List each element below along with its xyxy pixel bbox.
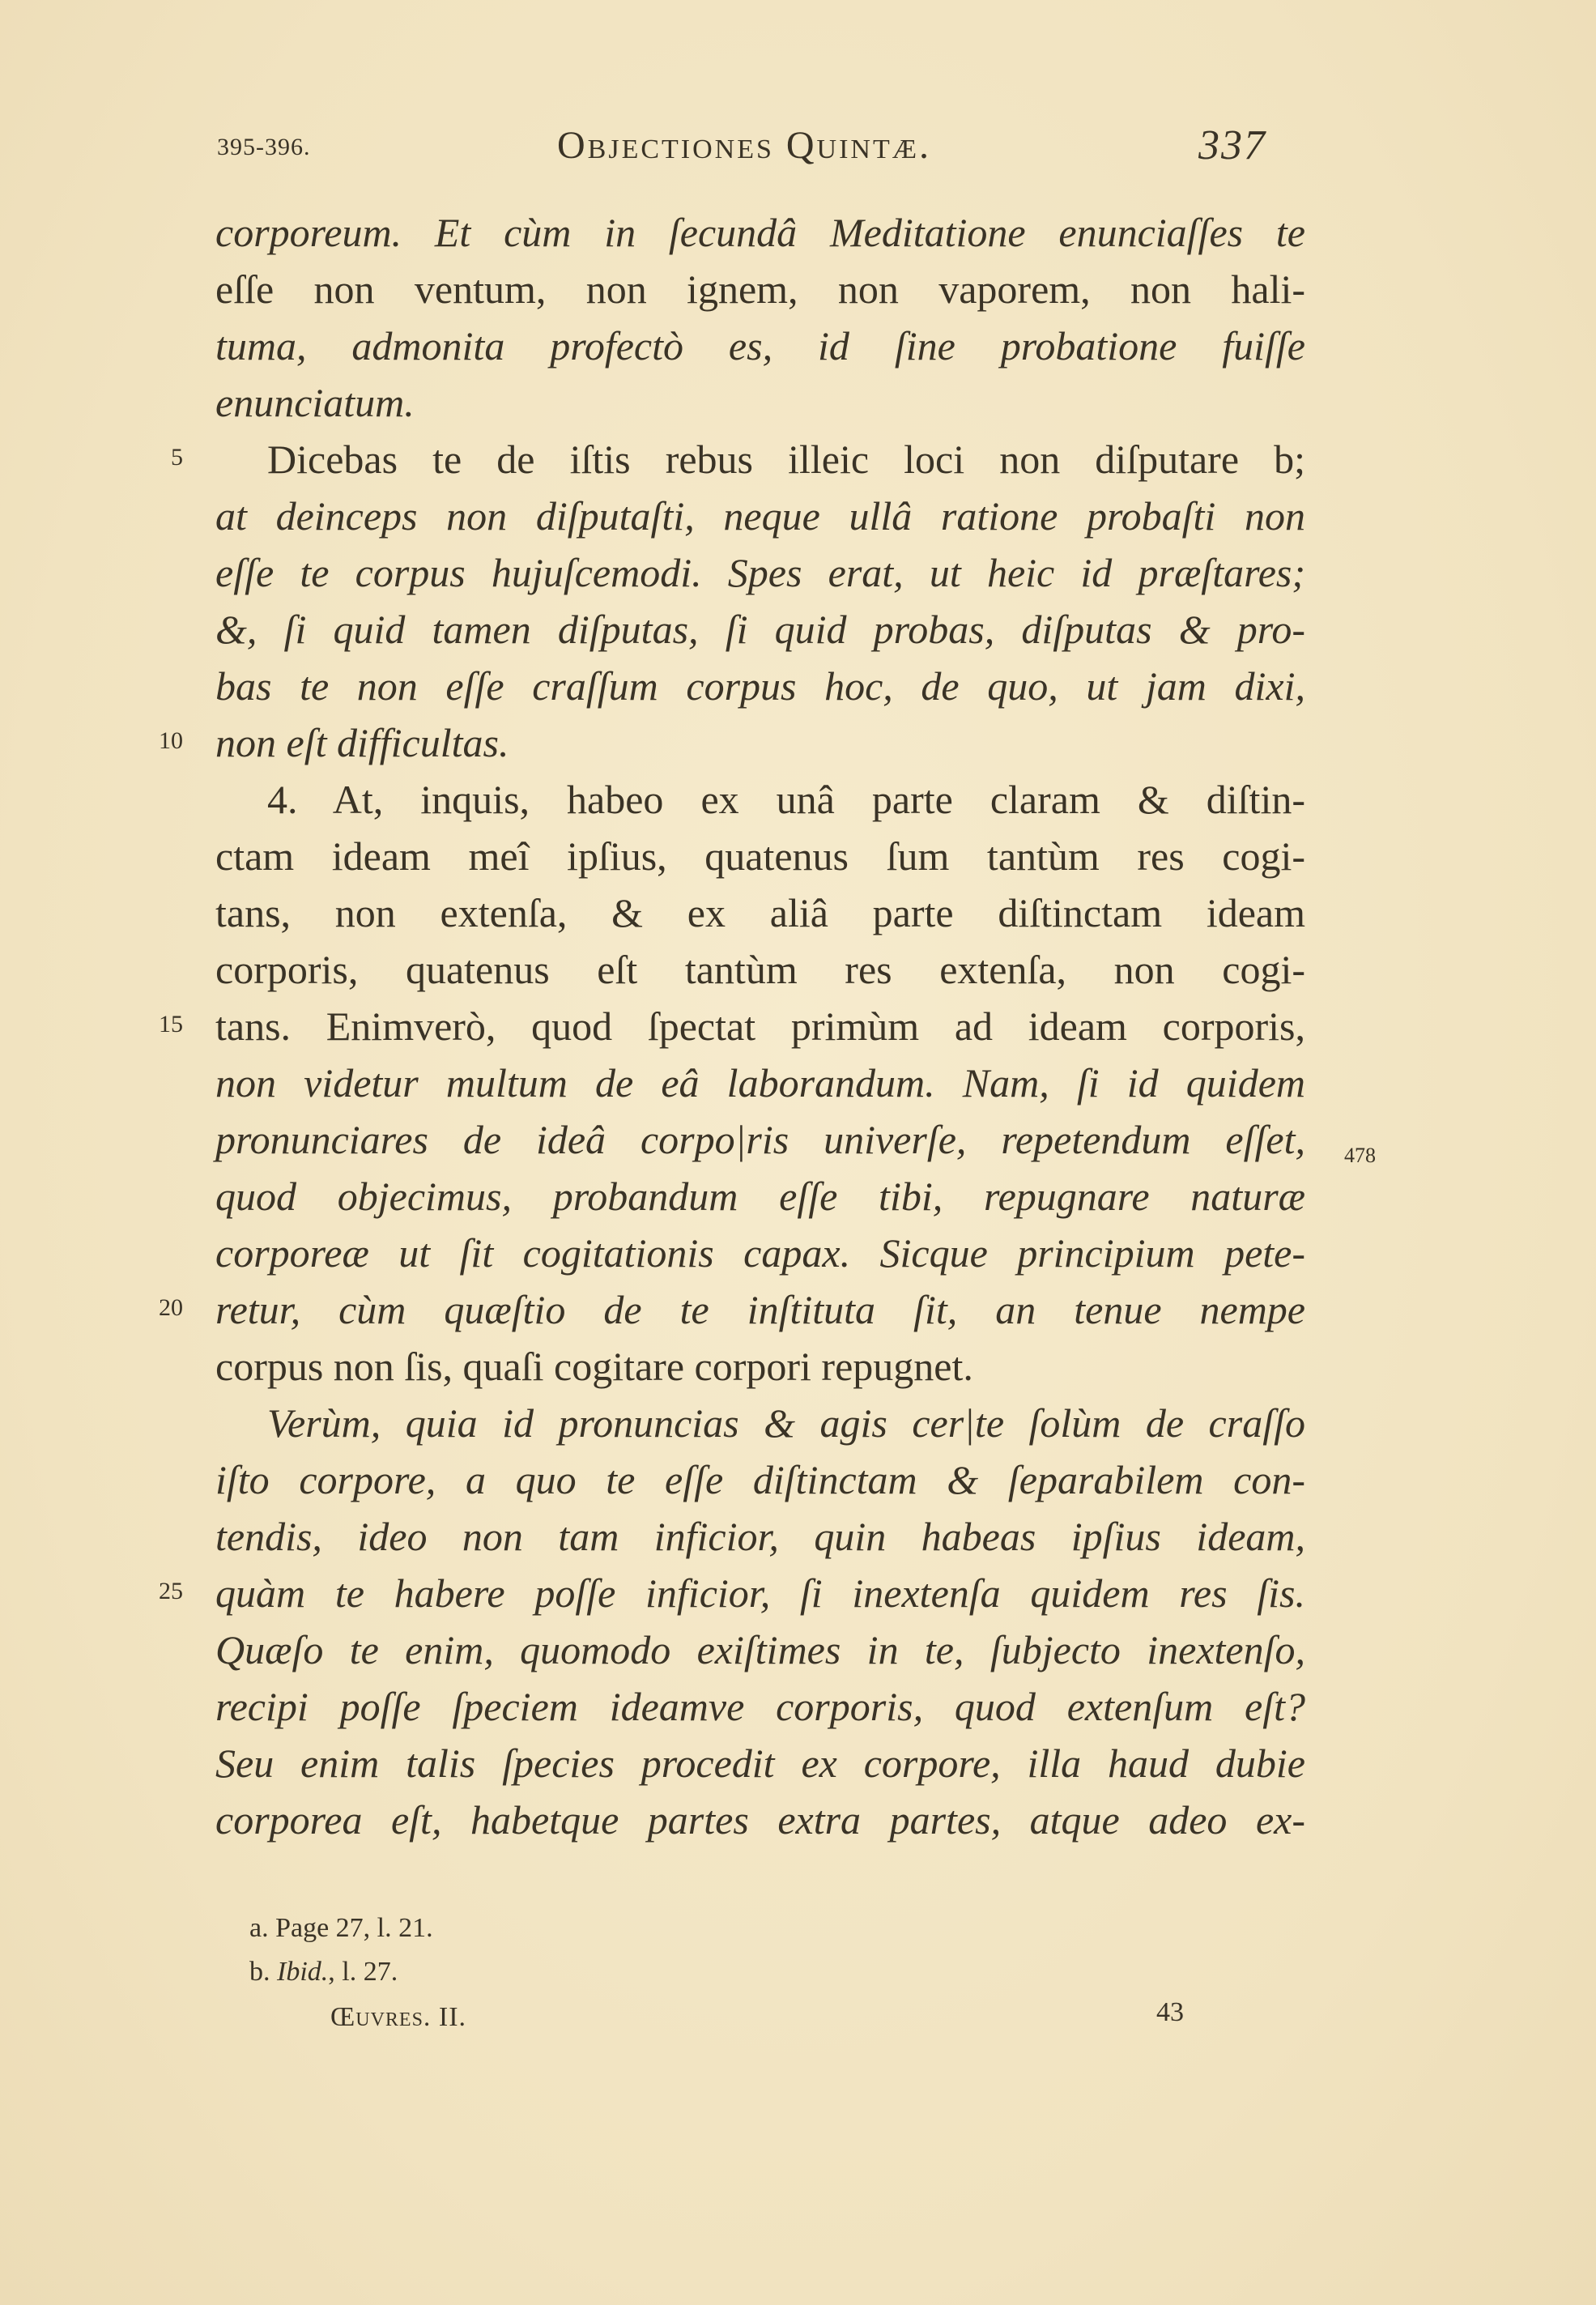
line-number-25: 25 bbox=[159, 1578, 183, 1604]
footnote-b-rest: , l. 27. bbox=[328, 1957, 398, 1987]
text-line: non videtur multum de eâ laborandum. Nam, ſi id quidem bbox=[215, 1060, 1305, 1106]
text-line: tuma, admonita profectò es, id ſine probatione fuiſſe bbox=[215, 323, 1305, 369]
footnote-b-ibid: Ibid. bbox=[277, 1957, 329, 1987]
text-line: quod objecimus, probandum eſſe tibi, repugnare naturæ bbox=[215, 1174, 1305, 1219]
text-line: &, ſi quid tamen diſputas, ſi quid probas, diſputas & pro- bbox=[215, 607, 1305, 652]
text-line: Dicebas te de iſtis rebus illeic loci non diſputare b; bbox=[267, 437, 1305, 482]
text-line: non eſt difficultas. bbox=[215, 720, 509, 765]
text-line: iſto corpore, a quo te eſſe diſtinctam & ſeparabilem con- bbox=[215, 1457, 1305, 1502]
text-line: pronunciares de ideâ corpo|ris univerſe, repetendum eſſet, bbox=[215, 1117, 1305, 1162]
text-line: enunciatum. bbox=[215, 380, 415, 425]
text-line: eſſe non ventum, non ignem, non vaporem, non hali- bbox=[215, 266, 1305, 312]
text-line: tans, non extenſa, & ex aliâ parte diſtinctam ideam bbox=[215, 890, 1305, 935]
header-page-number: 337 bbox=[1198, 122, 1266, 168]
text-line: eſſe te corpus hujuſcemodi. Spes erat, ut heic id præſtares; bbox=[215, 550, 1305, 595]
body-text bbox=[215, 204, 1305, 1848]
text-line: bas te non eſſe craſſum corpus hoc, de quo, ut jam dixi, bbox=[215, 663, 1305, 709]
margin-reference: 478 bbox=[1344, 1144, 1376, 1167]
footnote-b-label: b. bbox=[249, 1957, 270, 1987]
volume-signature: Œuvres. II. bbox=[330, 2002, 467, 2032]
line-number-15: 15 bbox=[159, 1011, 183, 1037]
line-number-20: 20 bbox=[159, 1294, 183, 1321]
text-line: tendis, ideo non tam inficior, quin habeas ipſius ideam, bbox=[215, 1514, 1305, 1559]
line-number-10: 10 bbox=[159, 727, 183, 754]
text-line: retur, cùm quæſtio de te inſtituta ſit, an tenue nempe bbox=[215, 1287, 1305, 1332]
text-line: at deinceps non diſputaſti, neque ullâ ratione probaſti non bbox=[215, 493, 1305, 539]
text-line: tans. Enimverò, quod ſpectat primùm ad ideam corporis, bbox=[215, 1003, 1305, 1049]
text-line: recipi poſſe ſpeciem ideamve corporis, quod extenſum eſt? bbox=[215, 1684, 1305, 1729]
text-line: ctam ideam meî ipſius, quatenus ſum tantùm res cogi- bbox=[215, 833, 1305, 879]
header-title: Objectiones Quintæ. bbox=[557, 124, 931, 167]
text-line: Verùm, quia id pronuncias & agis cer|te ſolùm de craſſo bbox=[267, 1400, 1305, 1446]
text-line: Quæſo te enim, quomodo exiſtimes in te, ſubjecto inextenſo, bbox=[215, 1627, 1305, 1672]
text-line: corporea eſt, habetque partes extra partes, atque adeo ex- bbox=[215, 1797, 1305, 1843]
line-number-5: 5 bbox=[171, 444, 183, 471]
text-line: corporeæ ut ſit cogitationis capax. Sicque principium pete- bbox=[215, 1230, 1305, 1276]
footnote-b bbox=[249, 1957, 398, 1988]
text-line: quàm te habere poſſe inficior, ſi inextenſa quidem res ſis. bbox=[215, 1570, 1305, 1616]
footnote-a: a. Page 27, l. 21. bbox=[249, 1913, 433, 1943]
text-line: corporis, quatenus eſt tantùm res extenſa, non cogi- bbox=[215, 947, 1305, 992]
text-line: Seu enim talis ſpecies procedit ex corpore, illa haud dubie bbox=[215, 1740, 1305, 1786]
text-line: corporeum. Et cùm in ſecundâ Meditatione enunciaſſes te bbox=[215, 210, 1305, 255]
text-line: corpus non ſis, quaſi cogitare corpori repugnet. bbox=[215, 1344, 973, 1389]
gathering-signature: 43 bbox=[1156, 1997, 1184, 2027]
header-page-range: 395-396. bbox=[217, 134, 311, 160]
text-line: 4. At, inquis, habeo ex unâ parte claram & diſtin- bbox=[267, 777, 1305, 822]
